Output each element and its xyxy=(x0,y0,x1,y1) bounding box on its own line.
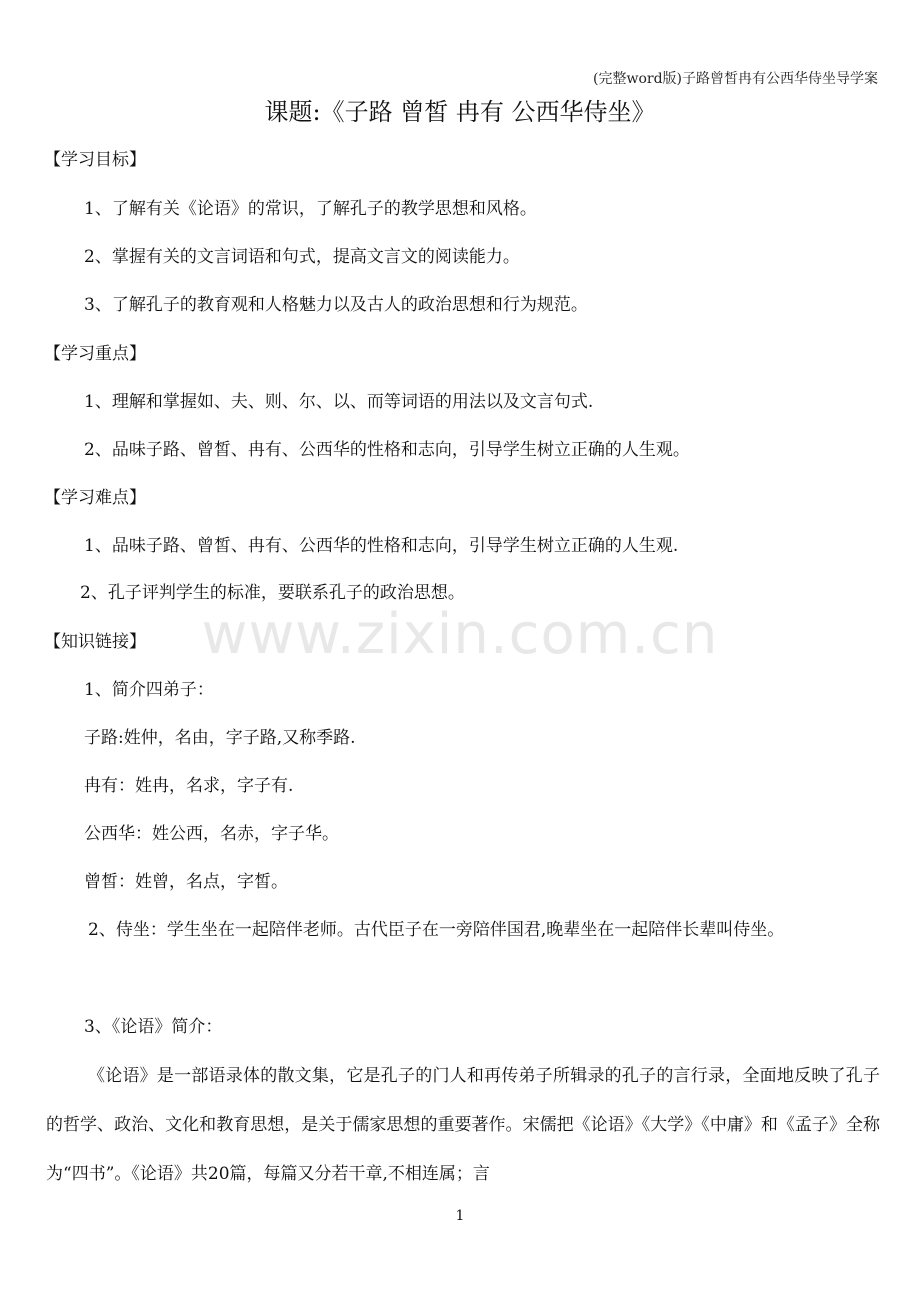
disciple-gongxihua: 公西华：姓公西，名赤，字子华。 xyxy=(84,824,339,844)
knowledge-item-2: 2、侍坐：学生坐在一起陪伴老师。古代臣子在一旁陪伴国君,晚辈坐在一起陪伴长辈叫侍坐。 xyxy=(88,920,785,940)
difficulty-item-1: 1、品味子路、曾皙、冉有、公西华的性格和志向，引导学生树立正确的人生观. xyxy=(84,536,679,556)
disciple-ranyou: 冉有：姓冉，名求，字子有. xyxy=(84,776,294,796)
header-note: (完整word版)子路曾皙冉有公西华侍坐导学案 xyxy=(593,71,878,87)
goal-item-3: 3、了解孔子的教育观和人格魅力以及古人的政治思想和行为规范。 xyxy=(84,295,588,315)
knowledge-item-1-title: 1、简介四弟子： xyxy=(84,680,214,700)
goal-item-1: 1、了解有关《论语》的常识，了解孔子的教学思想和风格。 xyxy=(84,199,537,219)
page-number: 1 xyxy=(455,1208,465,1224)
knowledge-item-3-body: 《论语》是一部语录体的散文集，它是孔子的门人和再传弟子所辑录的孔子的言行录，全面地反映了孔子的哲学、政治、文化和教育思想，是关于儒家思想的重要著作。宋儒把《论语》《大学》《中庸》和《孟子》全称为“四书”。《论语》共20篇，每篇又分若干章,不相连属；言 xyxy=(46,1066,880,1184)
watermark: www.zixin.com.cn xyxy=(201,602,719,667)
section-heading-goals: 【学习目标】 xyxy=(44,150,146,170)
knowledge-item-3-title: 3、《论语》简介： xyxy=(84,1017,223,1037)
disciple-zilu: 子路:姓仲，名由，字子路,又称季路. xyxy=(84,728,356,748)
section-heading-difficulties: 【学习难点】 xyxy=(44,488,146,508)
page-title: 课题:《子路 曾皙 冉有 公西华侍坐》 xyxy=(264,98,656,126)
difficulty-item-2: 2、孔子评判学生的标准，要联系孔子的政治思想。 xyxy=(80,583,465,603)
disciple-zengxi: 曾皙：姓曾，名点，字皙。 xyxy=(84,872,288,892)
key-point-item-2: 2、品味子路、曾皙、冉有、公西华的性格和志向，引导学生树立正确的人生观。 xyxy=(84,440,690,460)
goal-item-2: 2、掌握有关的文言词语和句式，提高文言文的阅读能力。 xyxy=(84,247,520,267)
key-point-item-1: 1、理解和掌握如、夫、则、尔、以、而等词语的用法以及文言句式. xyxy=(84,392,594,412)
section-heading-knowledge: 【知识链接】 xyxy=(44,632,146,652)
section-heading-key-points: 【学习重点】 xyxy=(44,344,146,364)
